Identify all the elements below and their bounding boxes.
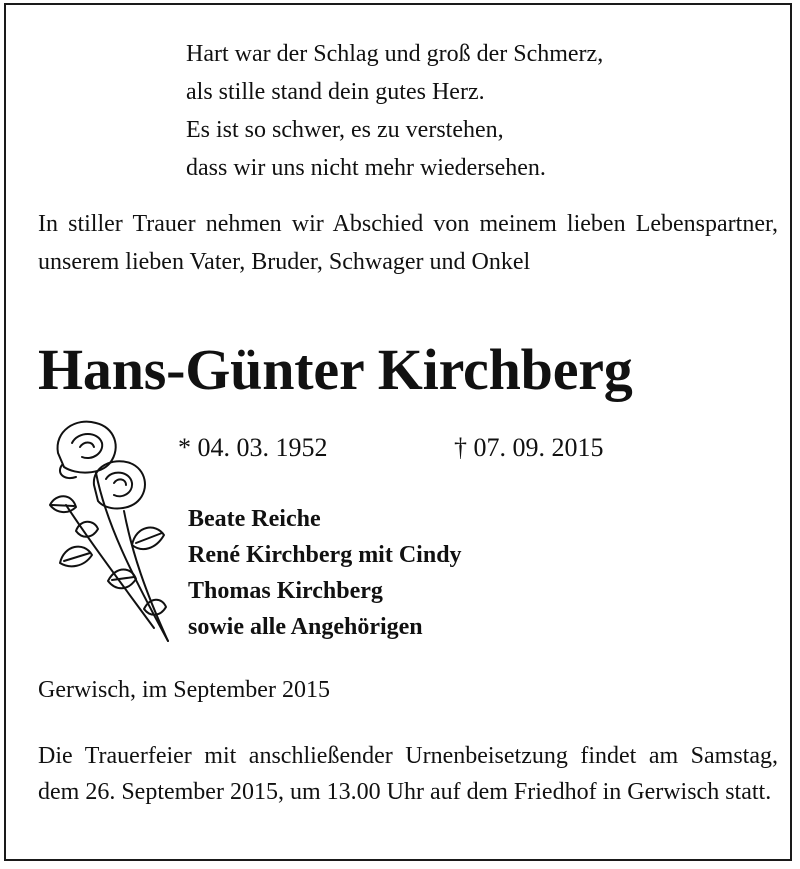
birth-date: * 04. 03. 1952 xyxy=(178,433,328,462)
funeral-info: Die Trauerfeier mit anschließender Urnenbeisetzung findet am Samstag, dem 26. September 2015, um 13.00 Uhr auf dem Friedhof in Gerwisch statt. xyxy=(38,743,778,805)
mourner-name: Thomas Kirchberg xyxy=(188,578,383,604)
poem-line: als stille stand dein gutes Herz. xyxy=(186,79,485,105)
death-date: † 07. 09. 2015 xyxy=(454,433,604,462)
mourner-name: René Kirchberg mit Cindy xyxy=(188,542,462,568)
deceased-name: Hans-Günter Kirchberg xyxy=(38,337,633,402)
poem-line: Es ist so schwer, es zu verstehen, xyxy=(186,117,504,143)
poem-line: Hart war der Schlag und groß der Schmerz, xyxy=(186,41,604,67)
mourner-name: sowie alle Angehörigen xyxy=(188,614,423,640)
roses-icon xyxy=(36,413,186,649)
poem xyxy=(186,35,603,187)
intro-text: In stiller Trauer nehmen wir Abschied von meinem lieben Lebenspartner, unserem lieben Vater, Bruder, Schwager und Onkel xyxy=(38,211,778,275)
place-date: Gerwisch, im September 2015 xyxy=(38,677,330,703)
obituary-notice xyxy=(4,3,792,861)
poem-line: dass wir uns nicht mehr wiedersehen. xyxy=(186,155,546,181)
mourners-list xyxy=(188,501,462,645)
mourner-name: Beate Reiche xyxy=(188,506,321,532)
